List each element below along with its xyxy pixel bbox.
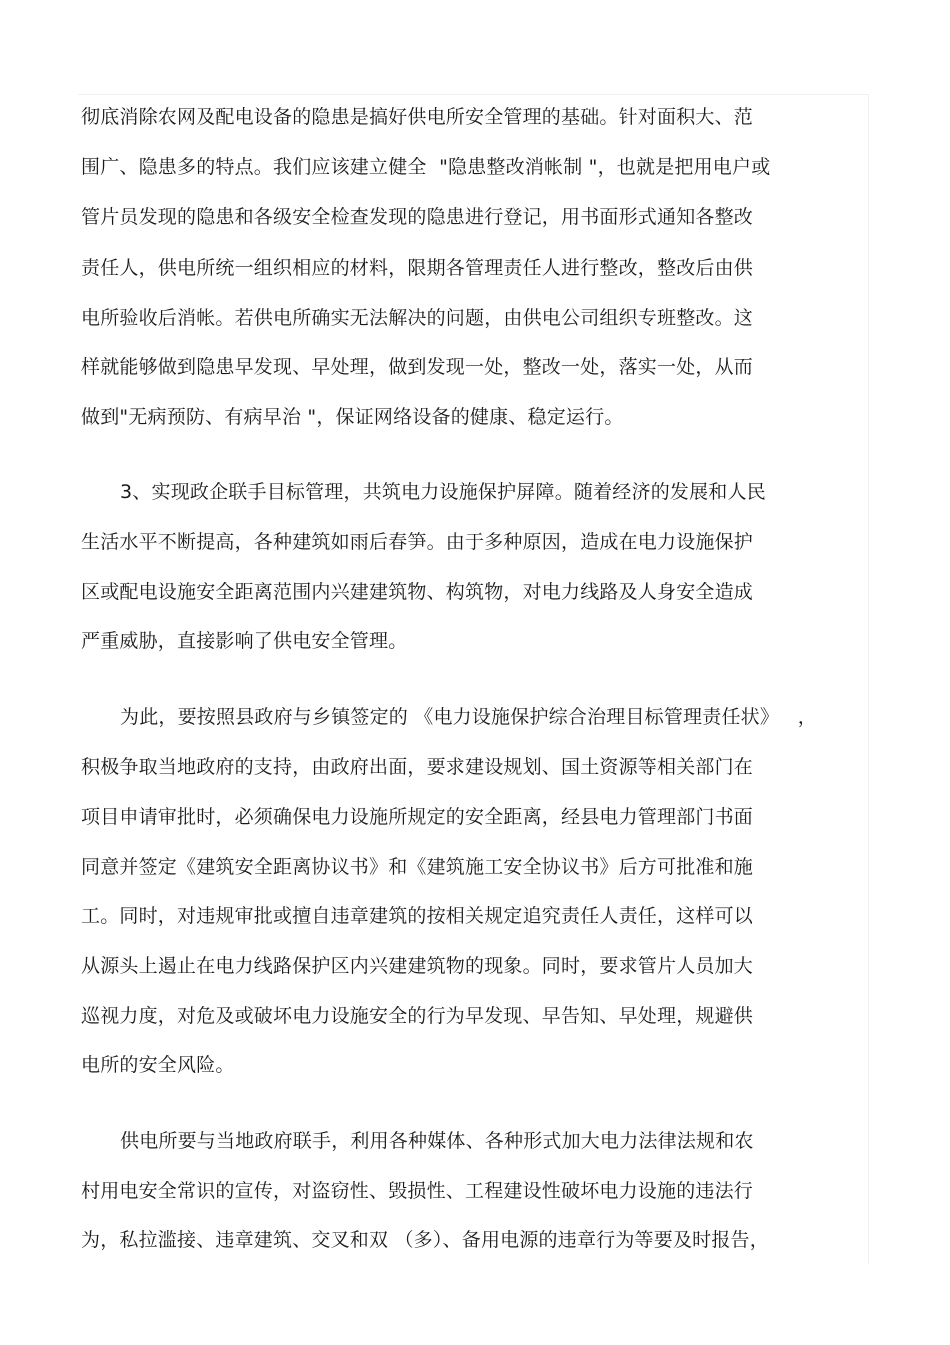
paragraph-4-line-3: 为，私拉滥接、违章建筑、交叉和双 （多）、备用电源的违章行为等要及时报告， bbox=[81, 1229, 769, 1251]
paragraph-1-line-5: 电所验收后消帐。若供电所确实无法解决的问题，由供电公司组织专班整改。这 bbox=[81, 307, 754, 329]
page-right-border bbox=[868, 94, 869, 1264]
paragraph-3-line-4: 同意并签定《建筑安全距离协议书》和《建筑施工安全协议书》后方可批准和施 bbox=[81, 856, 754, 878]
paragraph-3-line-2: 积极争取当地政府的支持，由政府出面，要求建设规划、国土资源等相关部门在 bbox=[81, 756, 754, 778]
paragraph-3-line-3: 项目申请审批时，必须确保电力设施所规定的安全距离，经县电力管理部门书面 bbox=[81, 806, 754, 828]
paragraph-3-line-6: 从源头上遏止在电力线路保护区内兴建建筑物的现象。同时，要求管片人员加大 bbox=[81, 955, 754, 977]
paragraph-2-line-3: 区或配电设施安全距离范围内兴建建筑物、构筑物，对电力线路及人身安全造成 bbox=[81, 581, 754, 603]
paragraph-1-line-3: 管片员发现的隐患和各级安全检查发现的隐患进行登记，用书面形式通知各整改 bbox=[81, 206, 754, 228]
paragraph-3-line-5: 工。同时，对违规审批或擅自违章建筑的按相关规定追究责任人责任，这样可以 bbox=[81, 905, 754, 927]
paragraph-4-line-1: 供电所要与当地政府联手，利用各种媒体、各种形式加大电力法律法规和农 bbox=[120, 1130, 754, 1152]
paragraph-2-line-2: 生活水平不断提高，各种建筑如雨后春笋。由于多种原因，造成在电力设施保护 bbox=[81, 531, 754, 553]
paragraph-3-line-8: 电所的安全风险。 bbox=[81, 1054, 235, 1076]
paragraph-1-line-4: 责任人，供电所统一组织相应的材料，限期各管理责任人进行整改，整改后由供 bbox=[81, 257, 754, 279]
page-top-border bbox=[78, 94, 868, 95]
paragraph-3-line-7: 巡视力度，对危及或破坏电力设施安全的行为早发现、早告知、早处理，规避供 bbox=[81, 1005, 754, 1027]
paragraph-2-line-4: 严重威胁，直接影响了供电安全管理。 bbox=[81, 630, 408, 652]
paragraph-3-line-1: 为此，要按照县政府与乡镇签定的 《电力设施保护综合治理目标管理责任状》 ， bbox=[120, 706, 817, 728]
paragraph-4-line-2: 村用电安全常识的宣传，对盗窃性、毁损性、工程建设性破坏电力设施的违法行 bbox=[81, 1180, 754, 1202]
paragraph-1-line-1: 彻底消除农网及配电设备的隐患是搞好供电所安全管理的基础。针对面积大、范 bbox=[81, 106, 754, 128]
paragraph-1-line-7: 做到"无病预防、有病早治 "，保证网络设备的健康、稳定运行。 bbox=[81, 406, 624, 428]
paragraph-1-line-2: 围广、隐患多的特点。我们应该建立健全 "隐患整改消帐制 "，也就是把用电户或 bbox=[81, 156, 771, 178]
paragraph-2-line-1: 3、实现政企联手目标管理，共筑电力设施保护屏障。随着经济的发展和人民 bbox=[120, 481, 766, 503]
paragraph-1-line-6: 样就能够做到隐患早发现、早处理，做到发现一处，整改一处，落实一处，从而 bbox=[81, 356, 754, 378]
